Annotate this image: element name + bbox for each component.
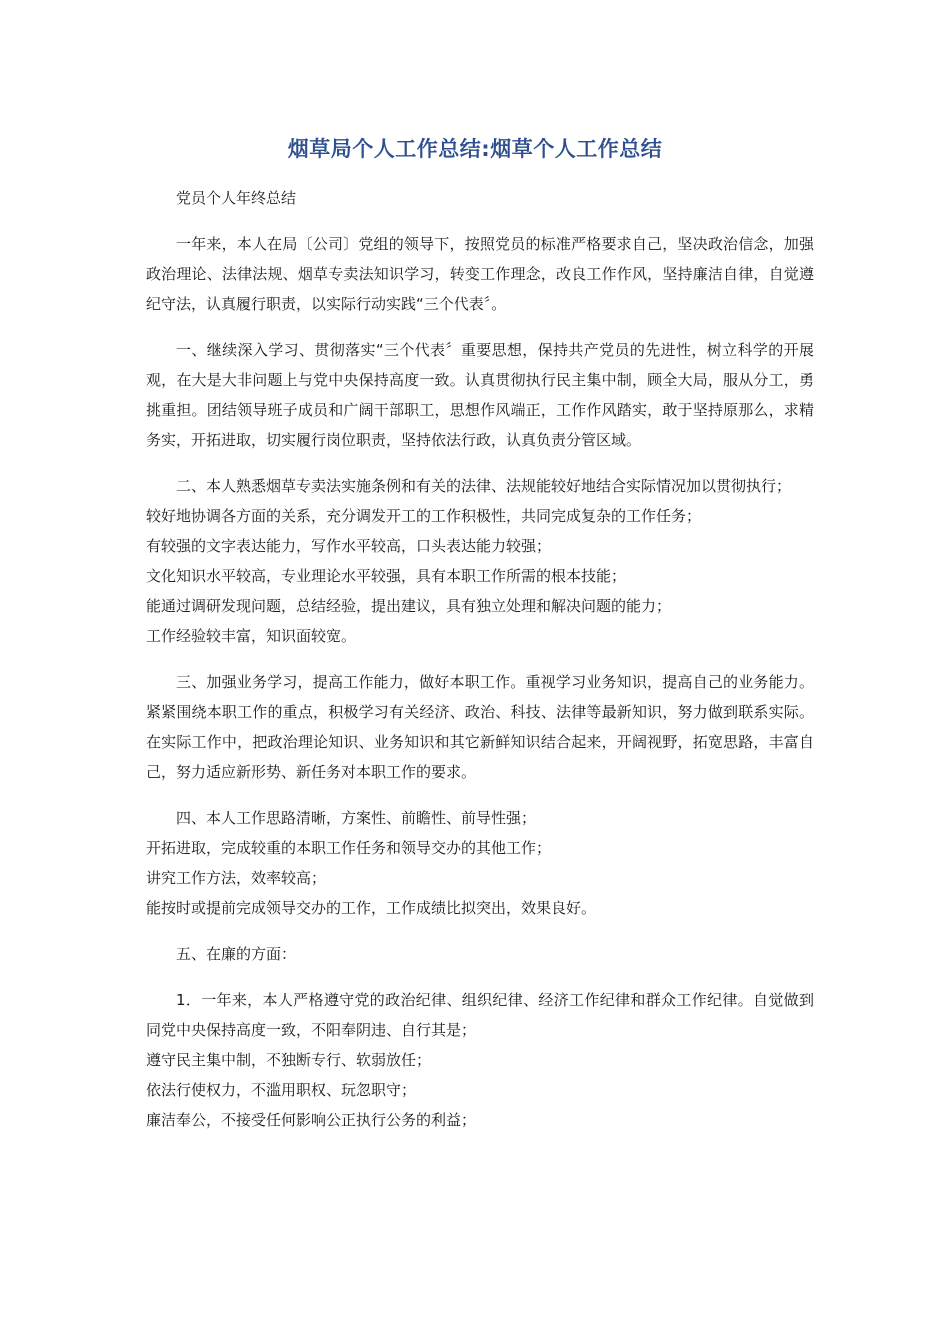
paragraph: 1．一年来，本人严格遵守党的政治纪律、组织纪律、经济工作纪律和群众工作纪律。自觉做到同党中央保持高度一致，不阳奉阴违、自行其是；	[146, 991, 814, 1039]
paragraph: 一、继续深入学习、贯彻落实“三个代表〞重要思想，保持共产党员的先进性，树立科学的开展观，在大是大非问题上与党中央保持高度一致。认真贯彻执行民主集中制，顾全大局，服从分工，勇挑重担。团结领导班子成员和广阔干部职工，思想作风端正，工作作风踏实，敢于坚持原那么，求精务实，开拓进取，切实履行岗位职责，坚持依法行政，认真负责分管区域。	[146, 341, 814, 449]
paragraph: 讲究工作方法，效率较高；	[146, 869, 327, 887]
page-title: 烟草局个人工作总结:烟草个人工作总结	[287, 137, 663, 161]
paragraph: 依法行使权力，不滥用职权、玩忽职守；	[146, 1081, 417, 1099]
paragraph: 四、本人工作思路清晰，方案性、前瞻性、前导性强；	[176, 809, 537, 827]
paragraph: 一年来，本人在局〔公司〕党组的领导下，按照党员的标准严格要求自己，坚决政治信念，加强政治理论、法律法规、烟草专卖法知识学习，转变工作理念，改良工作作风，坚持廉洁自律，自觉遵纪守法，认真履行职责，以实际行动实践“三个代表〞。	[146, 235, 814, 313]
paragraph: 工作经验较丰富，知识面较宽。	[146, 627, 357, 645]
paragraph: 遵守民主集中制，不独断专行、软弱放任；	[146, 1051, 432, 1069]
paragraph: 五、在廉的方面：	[176, 945, 297, 963]
document-body	[146, 183, 814, 1135]
paragraph: 三、加强业务学习，提高工作能力，做好本职工作。重视学习业务知识，提高自己的业务能力。紧紧围绕本职工作的重点，积极学习有关经济、政治、科技、法律等最新知识，努力做到联系实际。在实际工作中，把政治理论知识、业务知识和其它新鲜知识结合起来，开阔视野，拓宽思路，丰富自己，努力适应新形势、新任务对本职工作的要求。	[146, 673, 814, 781]
paragraph: 较好地协调各方面的关系，充分调发开工的工作积极性，共同完成复杂的工作任务；	[146, 507, 702, 525]
paragraph: 有较强的文字表达能力，写作水平较高，口头表达能力较强；	[146, 537, 552, 555]
paragraph: 廉洁奉公，不接受任何影响公正执行公务的利益；	[146, 1111, 477, 1129]
paragraph: 二、本人熟悉烟草专卖法实施条例和有关的法律、法规能较好地结合实际情况加以贯彻执行；	[176, 477, 792, 495]
paragraph: 党员个人年终总结	[176, 189, 297, 207]
paragraph: 开拓进取，完成较重的本职工作任务和领导交办的其他工作；	[146, 839, 552, 857]
paragraph: 能按时或提前完成领导交办的工作，工作成绩比拟突出，效果良好。	[146, 899, 597, 917]
paragraph: 文化知识水平较高，专业理论水平较强，具有本职工作所需的根本技能；	[146, 567, 627, 585]
paragraph: 能通过调研发现问题，总结经验，提出建议，具有独立处理和解决问题的能力；	[146, 597, 672, 615]
